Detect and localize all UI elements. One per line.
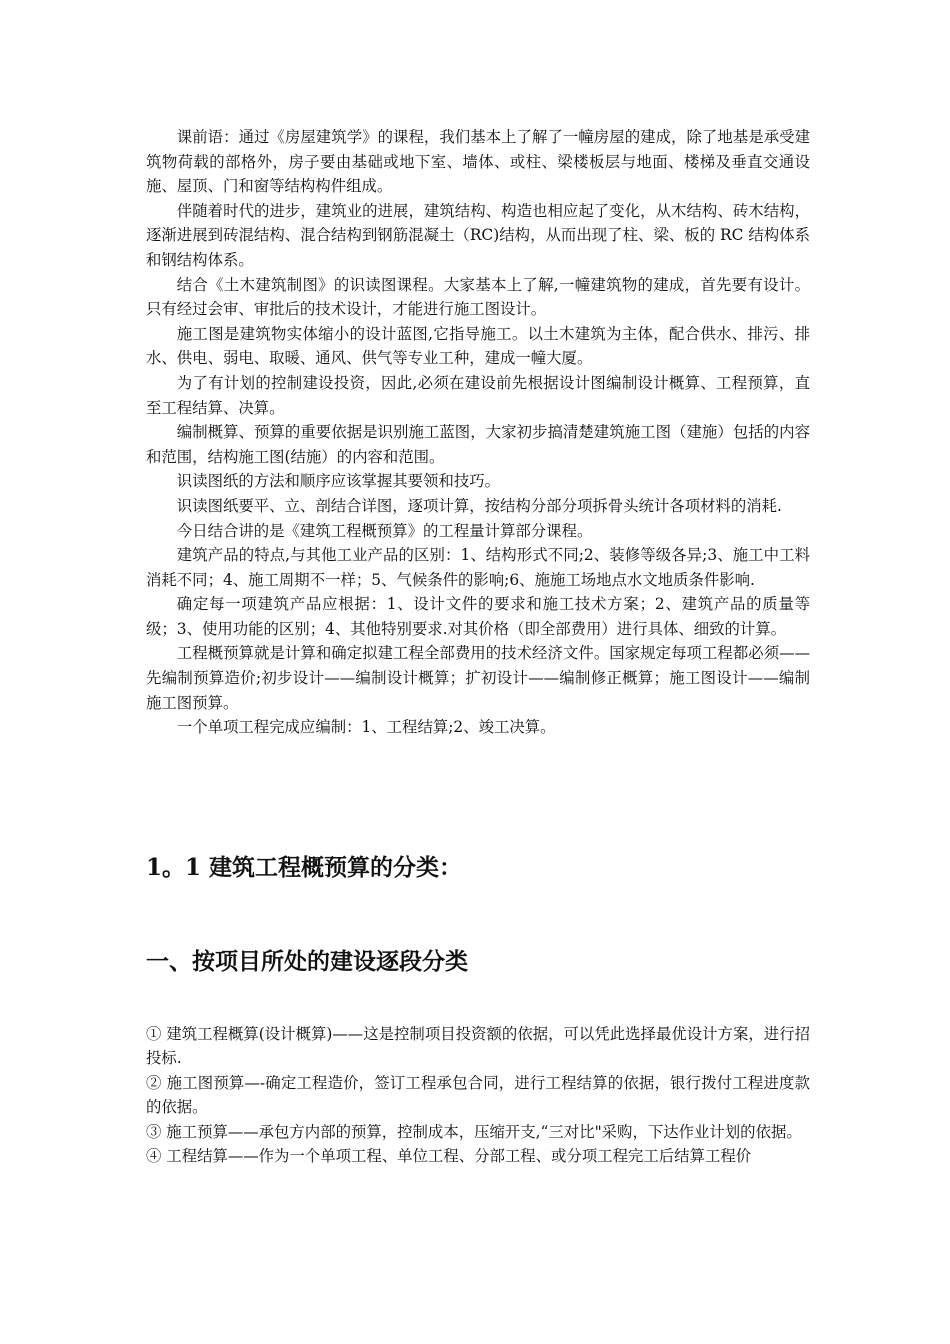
paragraph-pricing-basis: 确定每一项建筑产品应根据：1、设计文件的要求和施工技术方案；2、建筑产品的质量等级；3、使用功能的区别；4、其他特别要求.对其价格（即全部费用）进行具体、细致的计算。	[146, 595, 810, 638]
paragraph-product-features: 建筑产品的特点,与其他工业产品的区别：1、结构形式不同;2、装修等级各异;3、施工中工料消耗不同；4、施工周期不一样；5、气候条件的影响;6、施施工场地点水文地质条件影响.	[146, 546, 810, 589]
paragraph-intro: 课前语：通过《房屋建筑学》的课程，我们基本上了解了一幢房屋的建成，除了地基是承受建筑物荷载的部格外，房子要由基础或地下室、墙体、或柱、梁楼板层与地面、楼梯及垂直交通设施、屋顶、门和窗等结构构件组成。	[146, 128, 810, 196]
paragraph-construction-drawing: 施工图是建筑物实体缩小的设计蓝图,它指导施工。以土木建筑为主体，配合供水、排污、排水、供电、弱电、取暖、通风、供气等专业工种，建成一幢大厦。	[146, 324, 810, 368]
paragraph-structure-evolution: 伴随着时代的进步，建筑业的进展，建筑结构、构造也相应起了变化，从木结构、砖木结构，逐渐进展到砖混结构、混合结构到钢筋混凝土（RC)结构，从而出现了柱、梁、板的 RC 结构体系和钢结构体系。	[146, 201, 810, 269]
paragraph-investment-control: 为了有计划的控制建设投资，因此,必须在建设前先根据设计图编制设计概算、工程预算，直至工程结算、决算。	[146, 373, 810, 417]
list-item: ③ 施工预算——承包方内部的预算，控制成本，压缩开支,“三对比"采购，下达作业计划的依据。	[146, 1122, 802, 1141]
list-item: ② 施工图预算—-确定工程造价，签订工程承包合同，进行工程结算的依据，银行拨付工程进度款的依据。	[146, 1073, 810, 1117]
list-item: ④ 工程结算——作为一个单项工程、单位工程、分部工程、或分项工程完工后结算工程价	[146, 1147, 752, 1166]
section-heading: 1。1 建筑工程概预算的分类：	[146, 854, 463, 881]
paragraph-reading-steps: 识读图纸要平、立、剖结合详图，逐项计算，按结构分部分项拆骨头统计各项材料的消耗.	[176, 496, 782, 515]
classification-list	[146, 1022, 810, 1168]
paragraph-today-topic: 今日结合讲的是《建筑工程概预算》的工程量计算部分课程。	[176, 521, 593, 540]
paragraph-drawing-course: 结合《土木建筑制图》的识读图课程。大家基本上了解,一幢建筑物的建成，首先要有设计。只有经过会审、审批后的技术设计，才能进行施工图设计。	[146, 275, 810, 319]
paragraph-reading-method: 识读图纸的方法和顺序应该掌握其要领和技巧。	[176, 472, 501, 491]
subsection-heading: 一、按项目所处的建设逐段分类	[146, 948, 468, 975]
list-item: ① 建筑工程概算(设计概算)——这是控制项目投资额的依据，可以凭此选择最优设计方案，进行招投标.	[146, 1025, 810, 1068]
paragraph-budget-basis: 编制概算、预算的重要依据是识别施工蓝图，大家初步搞清楚建筑施工图（建施）包括的内容和范围，结构施工图(结施）的内容和范围。	[146, 423, 810, 466]
paragraph-budget-definition: 工程概预算就是计算和确定拟建工程全部费用的技术经济文件。国家规定每项工程都必须——先编制预算造价;初步设计——编制设计概算；扩初设计——编制修正概算；施工图设计——编制施工图预算。	[146, 644, 810, 712]
intro-body	[146, 125, 810, 740]
paragraph-final-accounts: 一个单项工程完成应编制：1、工程结算;2、竣工决算。	[176, 718, 556, 737]
